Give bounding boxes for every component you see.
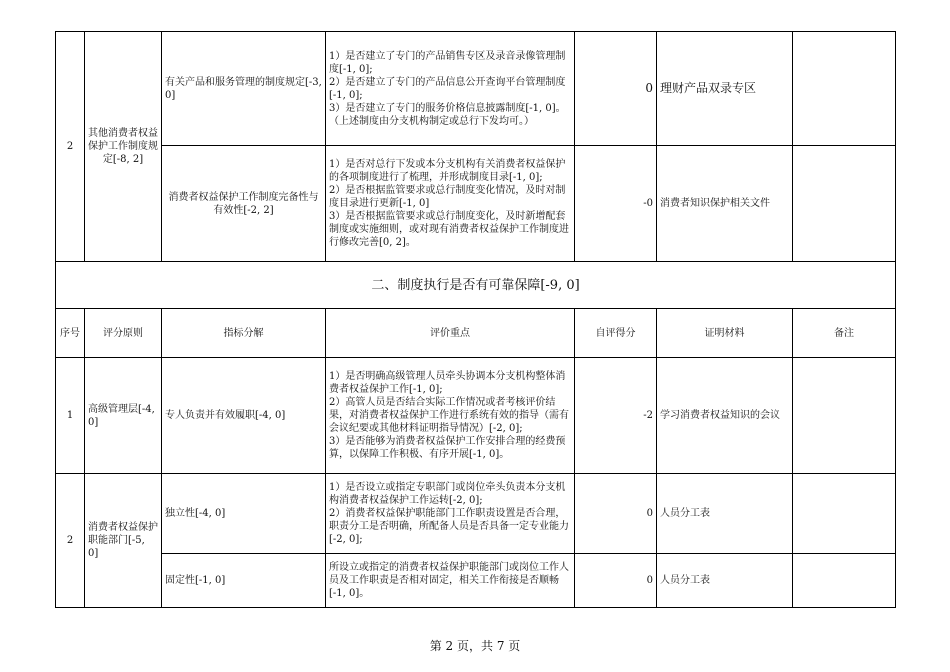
header-note: 备注: [793, 309, 896, 358]
criteria-cell: [326, 474, 575, 554]
evaluation-table: [55, 31, 896, 608]
header-row: [56, 309, 896, 358]
criteria-line: 2）消费者权益保护职能部门工作职责设置是否合理，职责分工是否明确，所配备人员是否具备一定专业能力[-2, 0];: [329, 508, 569, 545]
table-row: [56, 146, 896, 262]
table-row: [56, 554, 896, 608]
score-cell: 0: [575, 474, 657, 554]
note-cell: [793, 32, 896, 146]
seq-cell: 2: [56, 474, 85, 608]
criteria-line: 2）是否根据监管要求或总行制度变化情况，及时对制度目录进行更新[-1, 0]: [329, 185, 566, 209]
criteria-line: 2）高管人员是否结合实际工作情况或者考核评价结果，对消费者权益保护工作进行系统有效的指导（需有会议纪要或其他材料证明指导情况）[-2, 0];: [329, 397, 569, 434]
score-cell: 0: [575, 32, 657, 146]
header-score: 自评得分: [575, 309, 657, 358]
criteria-cell: [326, 146, 575, 262]
criteria-cell: [326, 32, 575, 146]
evidence-cell: 学习消费者权益知识的会议: [657, 358, 793, 474]
note-cell: [793, 358, 896, 474]
criteria-line: 1）是否明确高级管理人员牵头协调本分支机构整体消费者权益保护工作[-1, 0];: [329, 371, 566, 395]
criteria-line: 1）是否对总行下发或本分支机构有关消费者权益保护的各项制度进行了梳理，并形成制度目录[-1, 0];: [329, 159, 566, 183]
score-cell: -2: [575, 358, 657, 474]
evidence-cell: 人员分工表: [657, 554, 793, 608]
criteria-line: （上述制度由分支机构制定或总行下发均可。）: [329, 115, 534, 127]
note-cell: [793, 554, 896, 608]
score-cell: 0: [575, 554, 657, 608]
seq-cell: 1: [56, 358, 85, 474]
criteria-line: 2）是否建立了专门的产品信息公开查询平台管理制度[-1, 0];: [329, 76, 566, 101]
header-indicator: 指标分解: [162, 309, 326, 358]
score-cell: -0: [575, 146, 657, 262]
principle-cell: 消费者权益保护职能部门[-5, 0]: [85, 474, 162, 608]
header-evidence: 证明材料: [657, 309, 793, 358]
table-row: [56, 358, 896, 474]
header-criteria: 评价重点: [326, 309, 575, 358]
indicator-cell: 有关产品和服务管理的制度规定[-3, 0]: [162, 32, 326, 146]
note-cell: [793, 474, 896, 554]
indicator-cell: 专人负责并有效履职[-4, 0]: [162, 358, 326, 474]
criteria-line: 所设立或指定的消费者权益保护职能部门或岗位工作人员及工作职责是否相对固定，相关工作衔接是否顺畅[-1, 0]。: [329, 562, 569, 599]
header-seq: 序号: [56, 309, 85, 358]
criteria-cell: [326, 358, 575, 474]
evidence-cell: 消费者知识保护相关文件: [657, 146, 793, 262]
evidence-cell: 理财产品双录专区: [657, 32, 793, 146]
table-row: [56, 474, 896, 554]
criteria-cell: [326, 554, 575, 608]
principle-cell: 其他消费者权益保护工作制度规定[-8, 2]: [85, 32, 162, 262]
criteria-line: 3）是否建立了专门的服务价格信息披露制度[-1, 0]。: [329, 102, 566, 114]
criteria-line: 1）是否建立了专门的产品销售专区及录音录像管理制度[-1, 0];: [329, 50, 566, 75]
indicator-cell: 固定性[-1, 0]: [162, 554, 326, 608]
criteria-line: 3）是否根据监管要求或总行制度变化，及时新增配套制度或实施细则，或对现有消费者权益保护工作制度进行修改完善[0, 2]。: [329, 211, 569, 248]
page-footer: 第 2 页，共 7 页: [429, 639, 521, 653]
criteria-line: 1）是否设立或指定专职部门或岗位牵头负责本分支机构消费者权益保护工作运转[-2, 0];: [329, 482, 566, 506]
indicator-cell: 独立性[-4, 0]: [162, 474, 326, 554]
criteria-line: 3）是否能够为消费者权益保护工作安排合理的经费预算，以保障工作积极、有序开展[-1, 0]。: [329, 436, 566, 460]
section-title: 二、制度执行是否有可靠保障[-9, 0]: [56, 262, 896, 309]
seq-cell: 2: [56, 32, 85, 262]
indicator-cell: 消费者权益保护工作制度完备性与有效性[-2, 2]: [162, 146, 326, 262]
table-row: [56, 32, 896, 146]
evidence-cell: 人员分工表: [657, 474, 793, 554]
note-cell: [793, 146, 896, 262]
header-principle: 评分原则: [85, 309, 162, 358]
section-row: [56, 262, 896, 309]
principle-cell: 高级管理层[-4, 0]: [85, 358, 162, 474]
